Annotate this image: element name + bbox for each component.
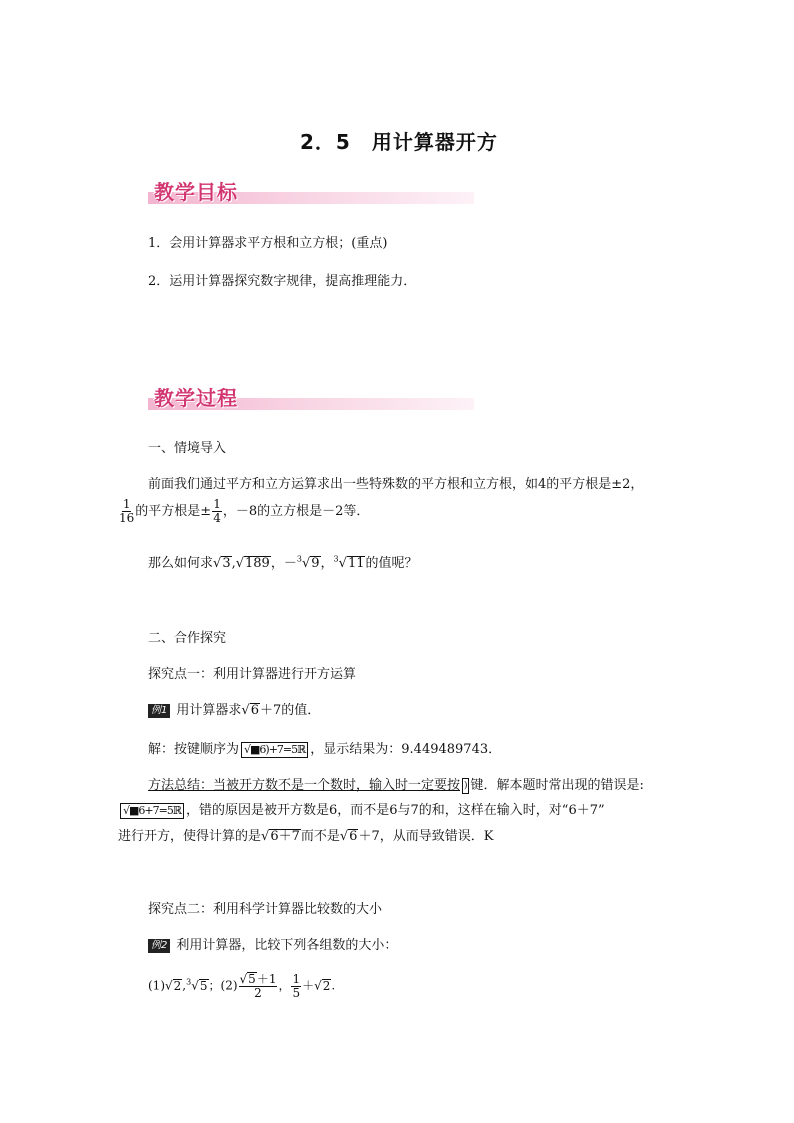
exploration-point-1: 探究点一：利用计算器进行开方运算 bbox=[148, 667, 357, 682]
exploration-point-2: 探究点二：利用科学计算器比较数的大小 bbox=[148, 902, 383, 917]
example-2-problems: (1)√2,$^3$√5；(2) $\frac{√5+1}{2}$ ， $\frac{1}{5}$ ＋√2. bbox=[148, 971, 336, 1000]
example-2: 例2 利用计算器，比较下列各组数的大小： bbox=[148, 934, 397, 953]
method-summary-line1: 方法总结：当被开方数不是一个数时，输入时一定要按 ) 键．解本题时常出现的错误是: bbox=[148, 778, 644, 793]
example-1: 例1 用计算器求√6＋7的值． bbox=[148, 699, 320, 718]
section-heading-process: 教学过程 bbox=[154, 386, 238, 410]
part1-line2: $\frac{1}{16}$ 的平方根是± $\frac{1}{4}$ ，－8的立方根是－2等． bbox=[119, 497, 370, 525]
page-title: 2．5 用计算器开方 bbox=[300, 130, 498, 154]
solution-1: 解：按键顺序为 √■6)+7=5ℝ ，显示结果为：9.449489743． bbox=[148, 742, 502, 757]
part2-heading: 二、合作探究 bbox=[148, 631, 227, 646]
section-banner-process bbox=[148, 384, 474, 414]
key-sequence-icon: √■6)+7=5ℝ bbox=[241, 742, 308, 758]
section-banner-goals bbox=[148, 178, 474, 208]
fraction-one-quarter: $\frac{1}{4}$ bbox=[213, 497, 221, 525]
section-heading-goals: 教学目标 bbox=[154, 180, 238, 204]
goal-item-2: 2．运用计算器探究数字规律，提高推理能力． bbox=[148, 274, 417, 289]
fraction-one-fifth: $\frac{1}{5}$ bbox=[292, 971, 301, 1000]
example-1-badge: 例1 bbox=[148, 704, 170, 718]
part1-question: 那么如何求√3,√189，－$^3$√9，$^3$√11的值呢？ bbox=[148, 554, 418, 571]
goal-item-1: 1．会用计算器求平方根和立方根；(重点) bbox=[148, 236, 388, 251]
close-paren-key-icon: ) bbox=[462, 778, 469, 794]
part1-heading: 一、情境导入 bbox=[148, 441, 227, 456]
fraction-sqrt5-plus1-over-2: $\frac{√5+1}{2}$ bbox=[239, 972, 277, 1000]
method-summary-line3: 进行开方，使得计算的是√6＋7而不是√6＋7，从而导致错误．K bbox=[118, 829, 494, 844]
method-summary-line2: √■6+7=5ℝ ，错的原因是被开方数是6，而不是6与7的和，这样在输入时，对“6＋7” bbox=[118, 799, 605, 819]
part1-line1: 前面我们通过平方和立方运算求出一些特殊数的平方根和立方根，如4的平方根是±2， bbox=[148, 477, 644, 492]
fraction-one-sixteenth: $\frac{1}{16}$ bbox=[119, 497, 135, 525]
example-2-badge: 例2 bbox=[148, 939, 170, 953]
wrong-key-sequence-icon: √■6+7=5ℝ bbox=[120, 803, 184, 819]
